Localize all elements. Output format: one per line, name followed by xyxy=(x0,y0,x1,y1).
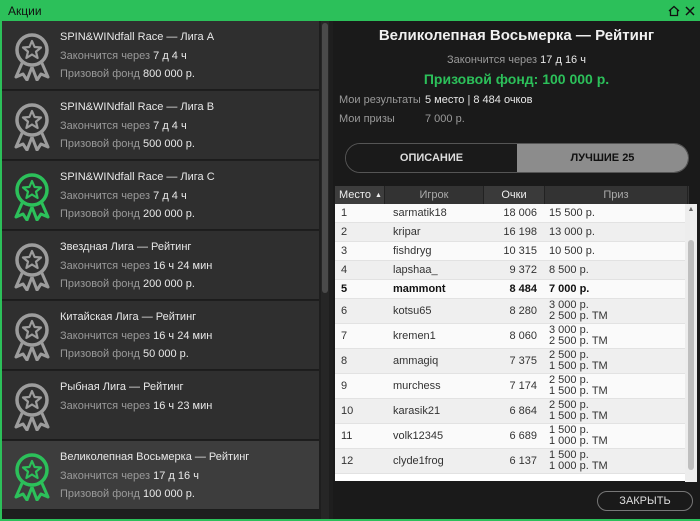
prize-line: 3 000 р. xyxy=(549,299,589,311)
column-header-place-label: Место xyxy=(339,189,371,201)
prize-line: 7 000 р. xyxy=(549,282,590,295)
promotion-ends-value: 16 ч 23 мин xyxy=(153,400,213,412)
cell-player: sarmatik18 xyxy=(393,207,447,219)
prize-line: 15 500 р. xyxy=(549,206,595,219)
promotion-ends-label: Закончится через xyxy=(60,470,154,482)
cell-place: 8 xyxy=(341,355,348,367)
promotion-card[interactable] xyxy=(2,371,319,440)
promotion-name: Великолепная Восьмерка — Рейтинг xyxy=(60,451,250,463)
cell-place: 4 xyxy=(341,264,348,276)
my-prizes-label: Мои призы xyxy=(339,113,395,125)
cell-points: 16 198 xyxy=(503,226,537,238)
cell-player: kotsu65 xyxy=(393,305,432,317)
prize-line: 1 000 р. TM xyxy=(549,460,608,472)
promotion-ends xyxy=(60,50,187,62)
cell-prize xyxy=(545,449,685,473)
promotion-fund xyxy=(60,68,195,80)
cell-place: 7 xyxy=(341,330,348,342)
table-row[interactable] xyxy=(335,261,689,280)
promotion-ends-value: 17 д 16 ч xyxy=(153,470,199,482)
table-row[interactable] xyxy=(335,449,689,474)
table-row[interactable] xyxy=(335,223,689,242)
detail-title: Великолепная Восьмерка — Рейтинг xyxy=(378,27,655,44)
leaderboard-scrollbar[interactable] xyxy=(685,204,697,482)
scroll-up-arrow-icon[interactable]: ▲ xyxy=(687,206,695,213)
promotion-fund-value: 200 000 р. xyxy=(142,208,195,220)
promotion-card[interactable] xyxy=(2,21,319,90)
cell-prize xyxy=(545,204,685,222)
prize-line: 1 000 р. TM xyxy=(549,435,608,447)
prize-line: 2 500 р. xyxy=(549,374,589,386)
detail-ends-label: Закончится через xyxy=(447,54,538,66)
prize-line: 13 000 р. xyxy=(549,225,595,238)
promotion-ends-label: Закончится через xyxy=(60,50,154,62)
promotion-name: Китайская Лига — Рейтинг xyxy=(60,311,197,323)
award-ribbon-icon xyxy=(10,311,54,361)
cell-player: mammont xyxy=(393,283,446,295)
cell-points: 6 689 xyxy=(509,430,537,442)
cell-place: 12 xyxy=(341,455,354,467)
cell-player: lapshaa_ xyxy=(393,264,438,276)
detail-prize-fund: Призовой фонд: 100 000 р. xyxy=(423,71,610,87)
cell-place: 6 xyxy=(341,305,348,317)
promotion-fund xyxy=(60,488,195,500)
promotion-ends xyxy=(60,400,212,412)
close-icon[interactable] xyxy=(682,3,698,19)
cell-prize xyxy=(545,324,685,348)
promotion-name: Рыбная Лига — Рейтинг xyxy=(60,381,184,393)
my-results-label: Мои результаты xyxy=(339,94,421,106)
table-row[interactable] xyxy=(335,424,689,449)
leaderboard-rows xyxy=(335,204,689,474)
promotion-ends-value: 7 д 4 ч xyxy=(153,190,187,202)
promotion-ends-label: Закончится через xyxy=(60,330,154,342)
promotion-ends-label: Закончится через xyxy=(60,190,154,202)
table-row[interactable] xyxy=(335,204,689,223)
cell-points: 8 280 xyxy=(509,305,537,317)
promotion-name: Звездная Лига — Рейтинг xyxy=(60,241,192,253)
promotion-ends xyxy=(60,260,212,272)
promotion-detail xyxy=(333,21,700,519)
cell-place: 1 xyxy=(341,207,348,219)
promotion-fund-value: 800 000 р. xyxy=(142,68,195,80)
cell-player: kripar xyxy=(393,226,421,238)
promotion-ends-value: 16 ч 24 мин xyxy=(153,330,213,342)
prize-line: 2 500 р. TM xyxy=(549,310,608,322)
scrollbar-thumb[interactable] xyxy=(322,23,328,293)
award-ribbon-icon xyxy=(10,171,54,221)
promotion-card[interactable] xyxy=(2,301,319,370)
award-ribbon-icon xyxy=(10,101,54,151)
award-ribbon-icon xyxy=(10,451,54,501)
award-ribbon-icon xyxy=(10,381,54,431)
promotion-card[interactable] xyxy=(2,231,319,300)
table-row[interactable] xyxy=(335,280,689,299)
title-bar xyxy=(0,0,700,21)
cell-prize xyxy=(545,349,685,373)
cell-player: volk12345 xyxy=(393,430,444,442)
promotion-ends xyxy=(60,330,212,342)
my-results-value: 5 место | 8 484 очков xyxy=(425,94,533,106)
promotion-name: SPIN&WINdfall Race — Лига C xyxy=(60,171,215,183)
prize-line: 3 000 р. xyxy=(549,324,589,336)
column-header-prize[interactable]: Приз xyxy=(545,186,688,204)
cell-points: 7 174 xyxy=(509,380,537,392)
cell-points: 6 864 xyxy=(509,405,537,417)
close-button[interactable]: ЗАКРЫТЬ xyxy=(597,491,693,511)
promotion-fund-value: 500 000 р. xyxy=(142,138,195,150)
column-header-player[interactable]: Игрок xyxy=(385,186,484,204)
prize-line: 2 500 р. xyxy=(549,349,589,361)
promotions-scrollbar[interactable] xyxy=(321,21,329,519)
table-row[interactable] xyxy=(335,242,689,261)
promotion-ends-value: 7 д 4 ч xyxy=(153,50,187,62)
cell-place: 3 xyxy=(341,245,348,257)
promotion-card[interactable] xyxy=(2,161,319,230)
prize-line: 1 500 р. TM xyxy=(549,360,608,372)
promotion-fund xyxy=(60,348,189,360)
cell-prize xyxy=(545,424,685,448)
cell-points: 8 484 xyxy=(509,283,537,295)
column-header-points[interactable]: Очки xyxy=(484,186,545,204)
promotion-fund-value: 50 000 р. xyxy=(142,348,189,360)
prize-line: 2 500 р. TM xyxy=(549,335,608,347)
promotion-ends-label: Закончится через xyxy=(60,400,154,412)
refresh-icon[interactable] xyxy=(688,186,689,204)
promotion-card[interactable] xyxy=(2,91,319,160)
prize-line: 10 500 р. xyxy=(549,244,595,257)
cell-place: 10 xyxy=(341,405,354,417)
prize-line: 8 500 р. xyxy=(549,263,589,276)
cell-points: 10 315 xyxy=(503,245,537,257)
leaderboard-header xyxy=(335,186,689,204)
promotion-fund-label: Призовой фонд xyxy=(60,348,143,360)
promotion-ends xyxy=(60,190,187,202)
cell-points: 18 006 xyxy=(503,207,537,219)
cell-place: 5 xyxy=(341,283,348,295)
column-header-place[interactable] xyxy=(335,186,385,204)
cell-prize xyxy=(545,242,685,260)
cell-points: 7 375 xyxy=(509,355,537,367)
tab-description[interactable]: ОПИСАНИЕ xyxy=(346,144,517,172)
detail-tabs xyxy=(345,143,689,173)
cell-points: 8 060 xyxy=(509,330,537,342)
promotion-ends-value: 16 ч 24 мин xyxy=(153,260,213,272)
cell-player: murchess xyxy=(393,380,441,392)
cell-place: 11 xyxy=(341,430,353,442)
scrollbar-thumb[interactable] xyxy=(688,240,694,470)
promotion-name: SPIN&WINdfall Race — Лига A xyxy=(60,31,215,43)
promotion-fund-label: Призовой фонд xyxy=(60,208,143,220)
promotion-fund-value: 100 000 р. xyxy=(142,488,195,500)
promotion-fund xyxy=(60,208,195,220)
promotion-fund xyxy=(60,278,195,290)
cell-place: 2 xyxy=(341,226,348,238)
table-row[interactable] xyxy=(335,349,689,374)
leaderboard-table xyxy=(335,186,689,481)
prize-line: 1 500 р. xyxy=(549,424,589,436)
promotion-ends-value: 7 д 4 ч xyxy=(153,120,187,132)
promotion-fund-label: Призовой фонд xyxy=(60,278,143,290)
promotion-card[interactable] xyxy=(2,441,319,510)
cell-points: 9 372 xyxy=(509,264,537,276)
promotion-fund xyxy=(60,138,195,150)
prize-line: 2 500 р. xyxy=(549,399,589,411)
cell-prize xyxy=(545,399,685,423)
promotions-list xyxy=(2,21,319,519)
award-ribbon-icon xyxy=(10,241,54,291)
cell-player: karasik21 xyxy=(393,405,441,417)
cell-prize xyxy=(545,280,685,298)
home-icon[interactable] xyxy=(666,3,682,19)
promotion-fund-label: Призовой фонд xyxy=(60,488,143,500)
promotion-ends-label: Закончится через xyxy=(60,120,154,132)
prize-line: 1 500 р. xyxy=(549,449,589,461)
table-row[interactable] xyxy=(335,399,689,424)
my-results xyxy=(339,94,532,106)
cell-prize xyxy=(545,261,685,279)
window-title: Акции xyxy=(8,3,42,18)
window-body xyxy=(0,21,700,521)
award-ribbon-icon xyxy=(10,31,54,81)
promotion-fund-label: Призовой фонд xyxy=(60,68,143,80)
cell-prize xyxy=(545,223,685,241)
table-row[interactable] xyxy=(335,374,689,399)
my-prizes xyxy=(339,113,465,125)
my-prizes-value: 7 000 р. xyxy=(425,113,465,125)
cell-player: kremen1 xyxy=(393,330,436,342)
promotion-name: SPIN&WINdfall Race — Лига B xyxy=(60,101,215,113)
promotion-fund-value: 200 000 р. xyxy=(142,278,195,290)
sort-ascending-icon: ▲ xyxy=(374,191,382,199)
table-row[interactable] xyxy=(335,299,689,324)
cell-player: clyde1frog xyxy=(393,455,444,467)
detail-ends-value: 17 д 16 ч xyxy=(540,54,586,66)
promotion-ends xyxy=(60,470,199,482)
prize-line: 1 500 р. TM xyxy=(549,410,608,422)
prize-line: 1 500 р. TM xyxy=(549,385,608,397)
cell-points: 6 137 xyxy=(509,455,537,467)
promotion-fund-label: Призовой фонд xyxy=(60,138,143,150)
cell-prize xyxy=(545,299,685,323)
cell-player: ammagiq xyxy=(393,355,439,367)
detail-ends xyxy=(333,54,700,66)
promotion-ends xyxy=(60,120,187,132)
table-row[interactable] xyxy=(335,324,689,349)
promotion-ends-label: Закончится через xyxy=(60,260,154,272)
cell-place: 9 xyxy=(341,380,348,392)
cell-player: fishdryg xyxy=(393,245,432,257)
tab-top-25[interactable]: ЛУЧШИЕ 25 xyxy=(517,144,688,172)
cell-prize xyxy=(545,374,685,398)
